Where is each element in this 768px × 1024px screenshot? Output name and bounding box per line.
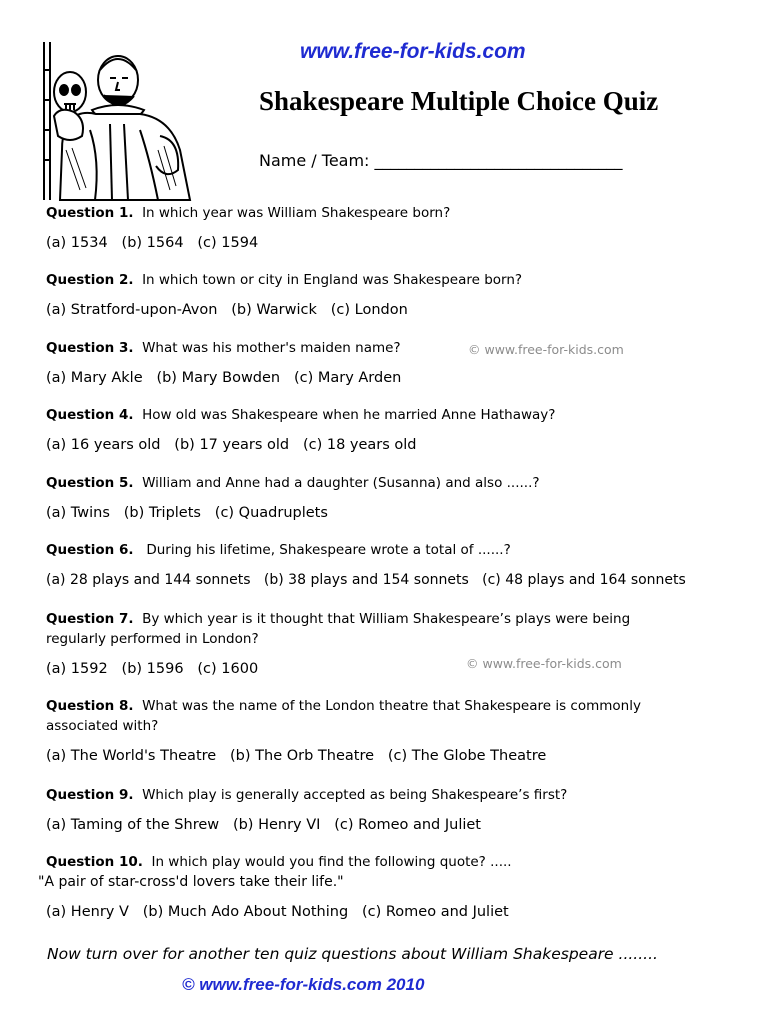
question-options: (a) 16 years old (b) 17 years old (c) 18 years old — [46, 437, 417, 453]
question-1 — [46, 203, 726, 253]
question-9 — [46, 785, 726, 835]
question-10 — [38, 852, 726, 922]
question-quote: "A pair of star-cross'd lovers take their life." — [38, 874, 344, 890]
site-url: www.free-for-kids.com — [300, 40, 526, 63]
question-options: (a) Henry V (b) Much Ado About Nothing (c) Romeo and Juliet — [46, 904, 509, 920]
question-text: Which play is generally accepted as being Shakespeare’s first? — [142, 787, 568, 803]
question-text: How old was Shakespeare when he married Anne Hathaway? — [142, 407, 556, 423]
question-options: (a) 28 plays and 144 sonnets (b) 38 plays and 154 sonnets (c) 48 plays and 164 sonnets — [46, 572, 686, 588]
question-number: Question 5. — [46, 475, 134, 491]
question-7 — [46, 609, 726, 679]
question-number: Question 2. — [46, 272, 134, 288]
question-text: In which town or city in England was Shakespeare born? — [142, 272, 523, 288]
question-3 — [46, 338, 726, 388]
question-5 — [46, 473, 726, 523]
question-number: Question 8. — [46, 698, 134, 714]
question-text-continued: associated with? — [46, 718, 159, 734]
footer-copyright: © www.free-for-kids.com 2010 — [182, 975, 425, 994]
question-text: In which play would you find the following quote? ..... — [151, 854, 512, 870]
question-number: Question 7. — [46, 611, 134, 627]
question-options: (a) 1592 (b) 1596 (c) 1600 — [46, 661, 259, 677]
watermark: © www.free-for-kids.com — [466, 656, 622, 671]
page-title: Shakespeare Multiple Choice Quiz — [259, 86, 659, 116]
question-number: Question 1. — [46, 205, 134, 221]
question-number: Question 10. — [46, 854, 143, 870]
question-text: By which year is it thought that William Shakespeare’s plays were being — [142, 611, 631, 627]
question-4 — [46, 405, 726, 455]
question-6 — [46, 540, 726, 590]
name-team-blank: _______________________________ — [374, 151, 623, 170]
question-text: During his lifetime, Shakespeare wrote a total of ......? — [146, 542, 511, 558]
question-text-continued: regularly performed in London? — [46, 631, 259, 647]
question-options: (a) 1534 (b) 1564 (c) 1594 — [46, 235, 259, 251]
question-text: William and Anne had a daughter (Susanna) and also ......? — [142, 475, 540, 491]
question-options: (a) Taming of the Shrew (b) Henry VI (c) Romeo and Juliet — [46, 817, 481, 833]
question-number: Question 6. — [46, 542, 134, 558]
question-text: What was his mother's maiden name? — [142, 340, 401, 356]
footer-note: Now turn over for another ten quiz questions about William Shakespeare ........ — [47, 945, 658, 963]
question-8 — [46, 696, 726, 766]
question-options: (a) Twins (b) Triplets (c) Quadruplets — [46, 505, 328, 521]
name-team-field[interactable] — [259, 151, 623, 170]
question-number: Question 3. — [46, 340, 134, 356]
question-options: (a) The World's Theatre (b) The Orb Theatre (c) The Globe Theatre — [46, 748, 547, 764]
watermark: © www.free-for-kids.com — [468, 342, 624, 357]
question-text: In which year was William Shakespeare born? — [142, 205, 451, 221]
name-team-label: Name / Team: — [259, 151, 375, 170]
question-options: (a) Mary Akle (b) Mary Bowden (c) Mary Arden — [46, 370, 402, 386]
question-text: What was the name of the London theatre that Shakespeare is commonly — [142, 698, 641, 714]
question-number: Question 4. — [46, 407, 134, 423]
question-number: Question 9. — [46, 787, 134, 803]
shakespeare-illustration — [40, 40, 240, 202]
question-2 — [46, 270, 726, 320]
question-options: (a) Stratford-upon-Avon (b) Warwick (c) London — [46, 302, 408, 318]
